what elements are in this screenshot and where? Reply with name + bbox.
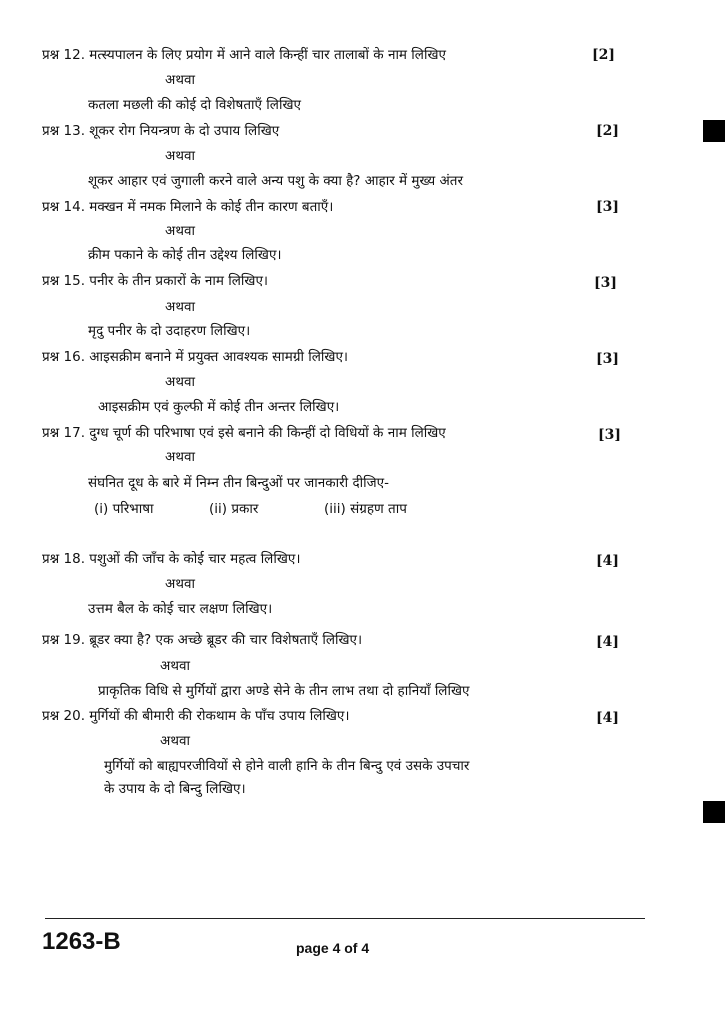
question-15-marks: [3] <box>594 275 617 291</box>
page-number: page 4 of 4 <box>296 940 370 956</box>
question-20-marks: [4] <box>596 710 619 726</box>
question-17-option-1: (i) परिभाषा <box>94 501 154 517</box>
question-18-marks: [4] <box>596 553 619 569</box>
question-19-marks: [4] <box>596 634 619 650</box>
question-14-alt: क्रीम पकाने के कोई तीन उद्देश्य लिखिए। <box>88 247 282 263</box>
question-13-text: प्रश्न 13. शूकर रोग नियन्त्रण के दो उपाय लिखिए <box>42 123 280 139</box>
question-14-or: अथवा <box>165 223 195 239</box>
question-13-or: अथवा <box>165 148 195 164</box>
question-19-or: अथवा <box>160 658 190 674</box>
question-12-or: अथवा <box>165 72 195 88</box>
question-17-alt: संघनित दूध के बारे में निम्न तीन बिन्दुओं पर जानकारी दीजिए- <box>88 475 389 491</box>
question-13-marks: [2] <box>596 123 619 139</box>
paper-code: 1263-B <box>42 928 121 955</box>
question-20-alt-2: के उपाय के दो बिन्दु लिखिए। <box>104 781 246 797</box>
question-13-alt: शूकर आहार एवं जुगाली करने वाले अन्य पशु के क्या है? आहार में मुख्य अंतर <box>88 173 464 189</box>
question-19-text: प्रश्न 19. ब्रूडर क्या है? एक अच्छे ब्रूडर की चार विशेषताएँ लिखिए। <box>42 632 363 648</box>
corner-marker <box>703 120 725 142</box>
question-16-text: प्रश्न 16. आइसक्रीम बनाने में प्रयुक्त आवश्यक सामग्री लिखिए। <box>42 349 349 365</box>
corner-marker <box>703 801 725 823</box>
question-17-or: अथवा <box>165 449 195 465</box>
question-17-option-3: (iii) संग्रहण ताप <box>324 501 407 517</box>
question-20-or: अथवा <box>160 733 190 749</box>
question-16-alt: आइसक्रीम एवं कुल्फी में कोई तीन अन्तर लिखिए। <box>98 399 340 415</box>
question-17-text: प्रश्न 17. दुग्ध चूर्ण की परिभाषा एवं इसे बनाने की किन्हीं दो विधियों के नाम लिखिए <box>42 425 446 441</box>
question-17-option-2: (ii) प्रकार <box>209 501 259 517</box>
question-15-or: अथवा <box>165 299 195 315</box>
question-19-alt: प्राकृतिक विधि से मुर्गियों द्वारा अण्डे सेने के तीन लाभ तथा दो हानियाँ लिखिए <box>98 683 470 699</box>
question-17-marks: [3] <box>598 427 621 443</box>
question-20-alt-1: मुर्गियों को बाह्यपरजीवियों से होने वाली हानि के तीन बिन्दु एवं उसके उपचार <box>104 758 470 774</box>
question-14-text: प्रश्न 14. मक्खन में नमक मिलाने के कोई तीन कारण बताएँ। <box>42 199 334 215</box>
question-15-alt: मृदु पनीर के दो उदाहरण लिखिए। <box>88 323 251 339</box>
question-18-alt: उत्तम बैल के कोई चार लक्षण लिखिए। <box>88 601 273 617</box>
question-12-marks: [2] <box>592 47 615 63</box>
question-14-marks: [3] <box>596 199 619 215</box>
question-18-text: प्रश्न 18. पशुओं की जाँच के कोई चार महत्व लिखिए। <box>42 551 301 567</box>
question-15-text: प्रश्न 15. पनीर के तीन प्रकारों के नाम लिखिए। <box>42 273 269 289</box>
footer-rule <box>45 918 645 919</box>
question-16-or: अथवा <box>165 374 195 390</box>
question-18-or: अथवा <box>165 576 195 592</box>
question-20-text: प्रश्न 20. मुर्गियों की बीमारी की रोकथाम के पाँच उपाय लिखिए। <box>42 708 350 724</box>
question-12-text: प्रश्न 12. मत्स्यपालन के लिए प्रयोग में आने वाले किन्हीं चार तालाबों के नाम लिखिए <box>42 47 446 63</box>
question-12-alt: कतला मछली की कोई दो विशेषताएँ लिखिए <box>88 97 301 113</box>
question-16-marks: [3] <box>596 351 619 367</box>
